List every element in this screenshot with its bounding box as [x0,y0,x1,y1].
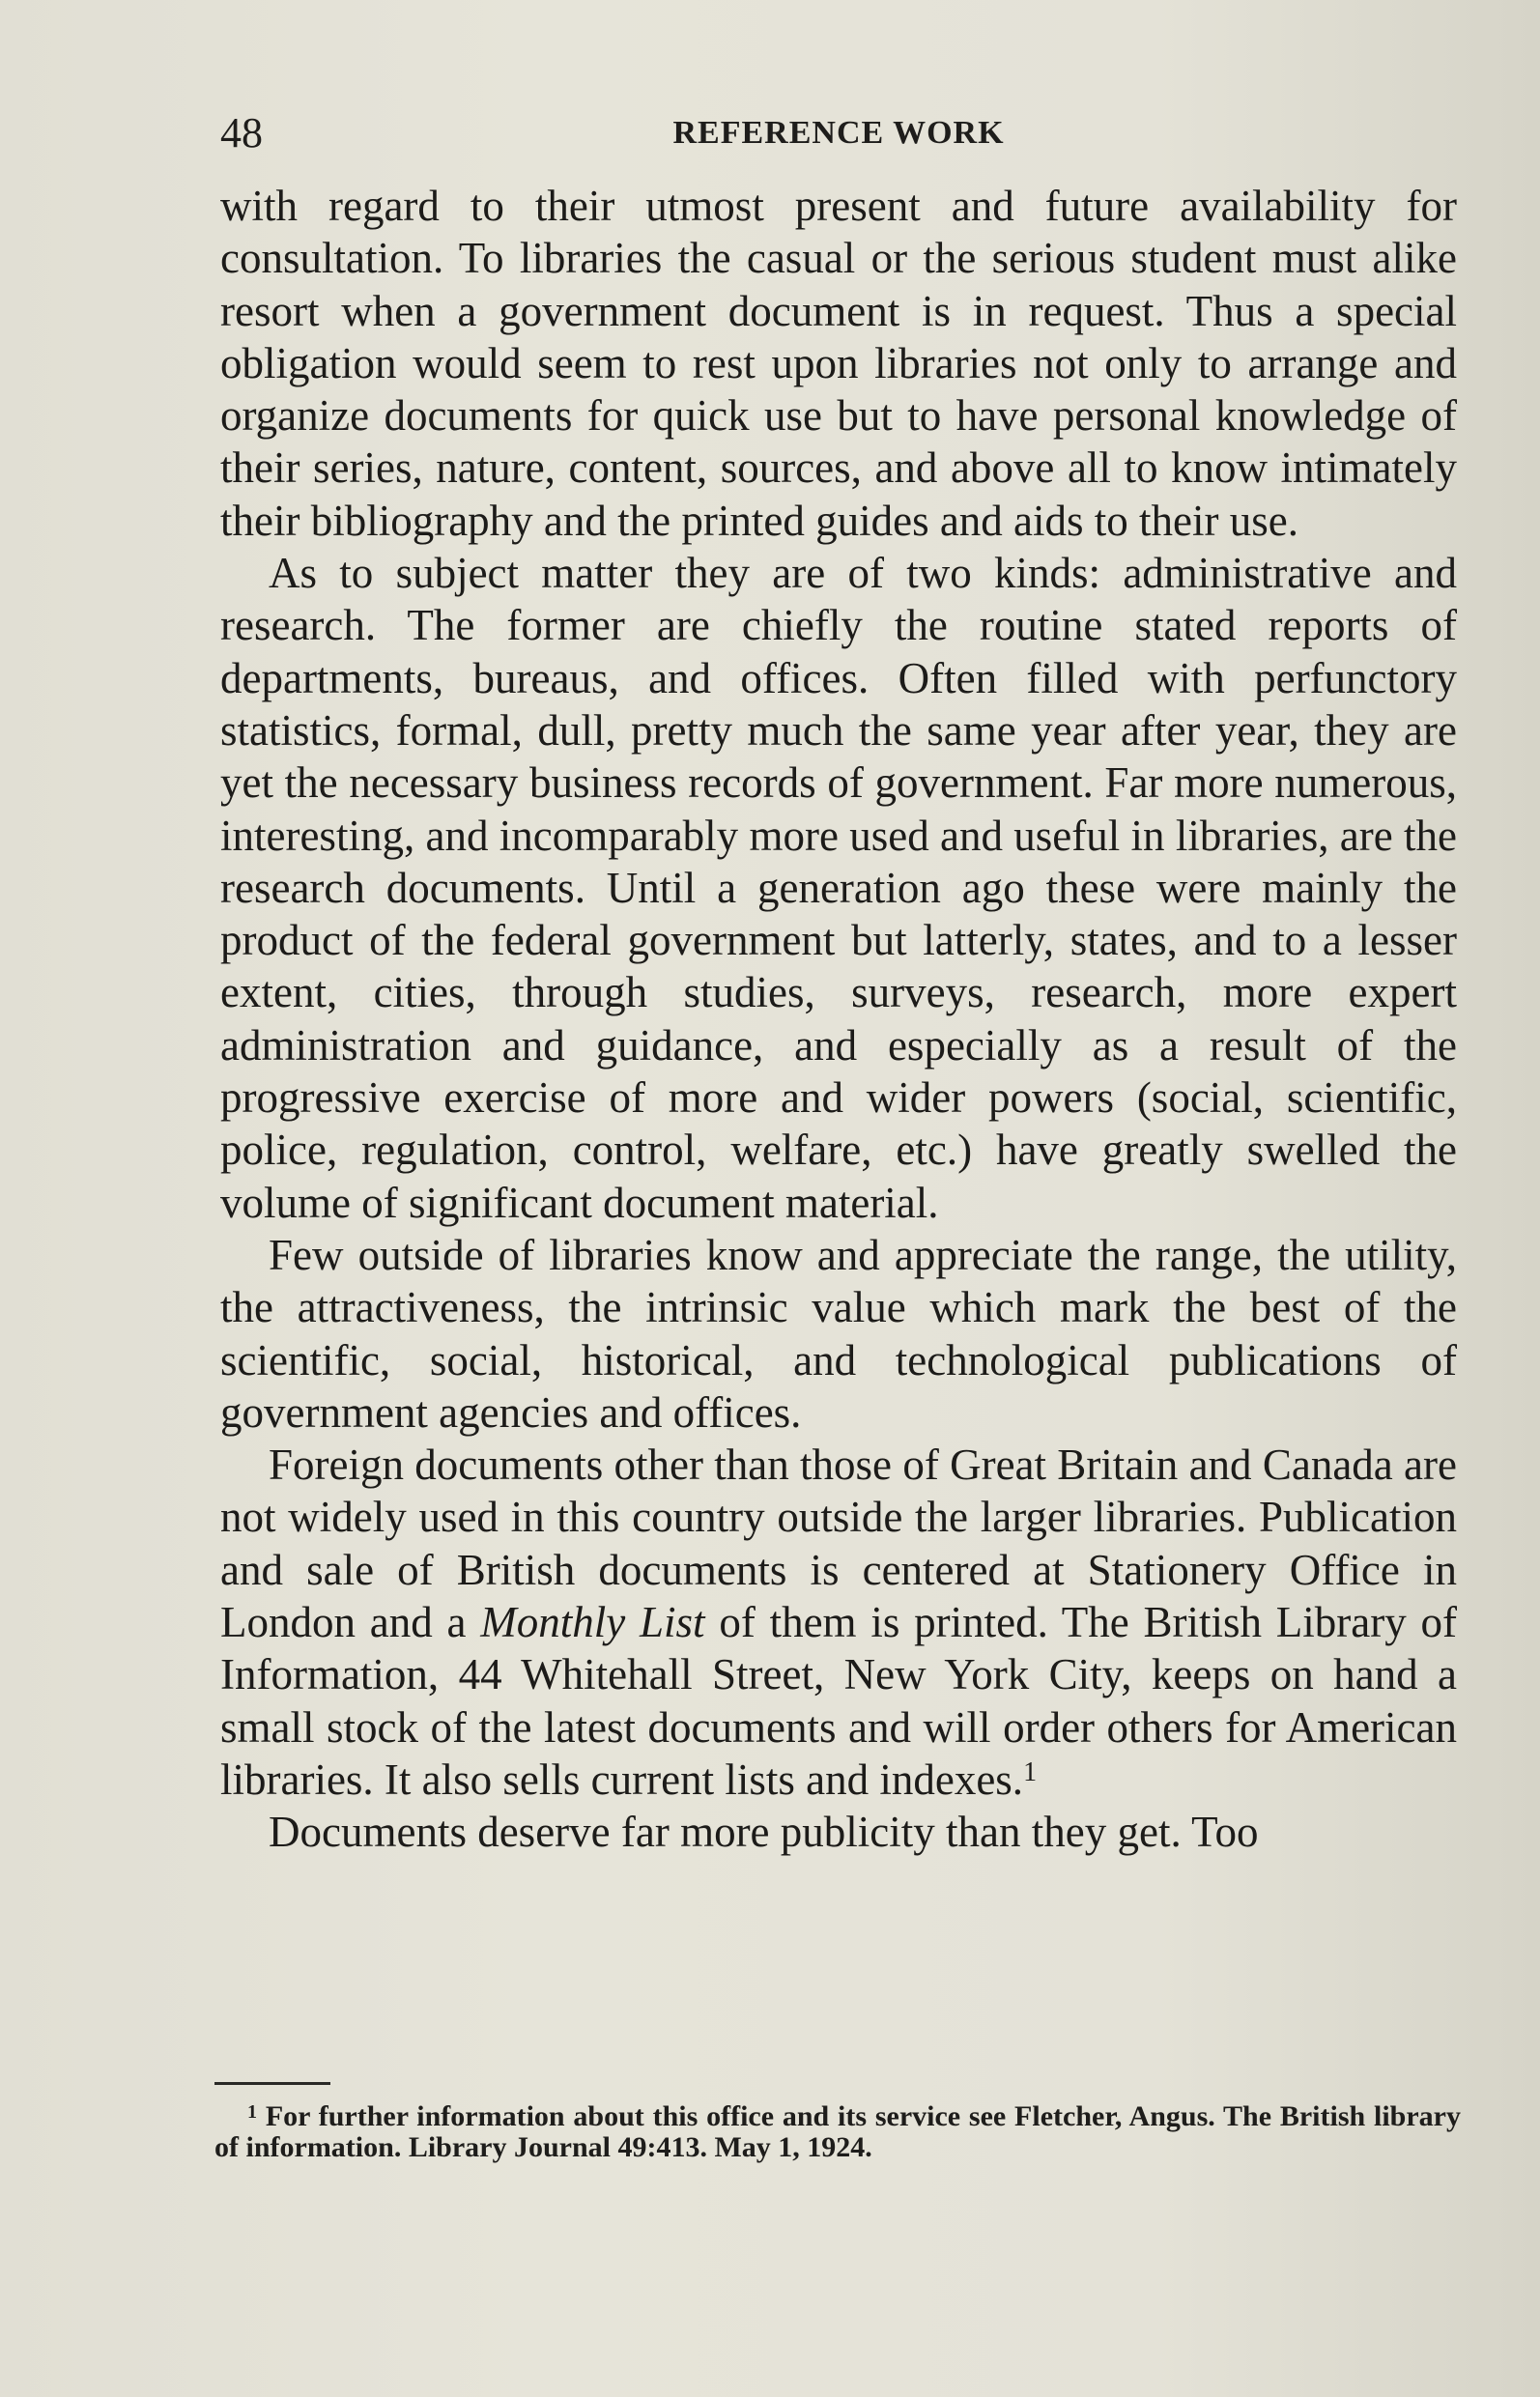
paragraph-documents-publicity: Documents deserve far more publicity than they get. Too [269,1808,1259,1857]
paragraph-subject-matter: As to subject matter they are of two kinds: administrative and research. The former are chiefly the routine stated reports of departments, bureaus, and offices. Often filled with perfunctory statistics, formal, dull, pretty much the same year after year, they are yet the necessary business records of government. Far more numerous, interesting, and incomparably more used and useful in libraries, are the research documents. Until a generation ago these were mainly the product of the federal government but latterly, states, and to a lesser extent, cities, through studies, surveys, research, more expert administration and guidance, and especially as a result of the progressive exercise of more and wider powers (social, scientific, police, regulation, control, welfare, etc.) have greatly swelled the volume of significant document material. [220,549,1457,1227]
body-text [220,180,1457,1859]
paragraph-few-outside: Few outside of libraries know and appreciate the range, the utility, the attractiveness, the intrinsic value which mark the best of the scientific, social, historical, and technological publications of government agencies and offices. [220,1230,1457,1437]
running-head [220,104,1457,162]
footnote-reference: 1 [1023,1756,1038,1787]
running-title: REFERENCE WORK [672,115,1005,151]
footnote-divider [214,2082,330,2085]
text-run: of them is printed. The British Library of Information, 44 Whitehall Street, New York City, keeps on hand a small stock of the latest documents and will order others for American libraries. It also sells current lists and indexes. [220,1598,1458,1804]
footnote [214,2097,1461,2163]
italic-title: Monthly List [480,1598,705,1647]
footnote-marker: 1 [247,2101,257,2123]
footnote-text: For further information about this office and its service see Fletcher, Angus. The British library of information. Library Journal 49:413. May 1, 1924. [214,2100,1461,2163]
text-run: Foreign documents other than those of Great Britain and Canada are not widely used in this country outside the larger libraries. Publication and sale of British documents is centered at Stationery Office in London and a [220,1441,1457,1647]
page-number: 48 [220,109,263,157]
paragraph-continued: with regard to their utmost present and future availability for consultation. To libraries the casual or the serious student must alike resort when a government document is in request. Thus a special obligation would seem to rest upon libraries not only to arrange and organize documents for quick use but to have personal knowledge of their series, nature, content, sources, and above all to know intimately their bibliography and the printed guides and aids to their use. [220,182,1457,545]
paragraph-foreign-documents [220,1439,1457,1806]
